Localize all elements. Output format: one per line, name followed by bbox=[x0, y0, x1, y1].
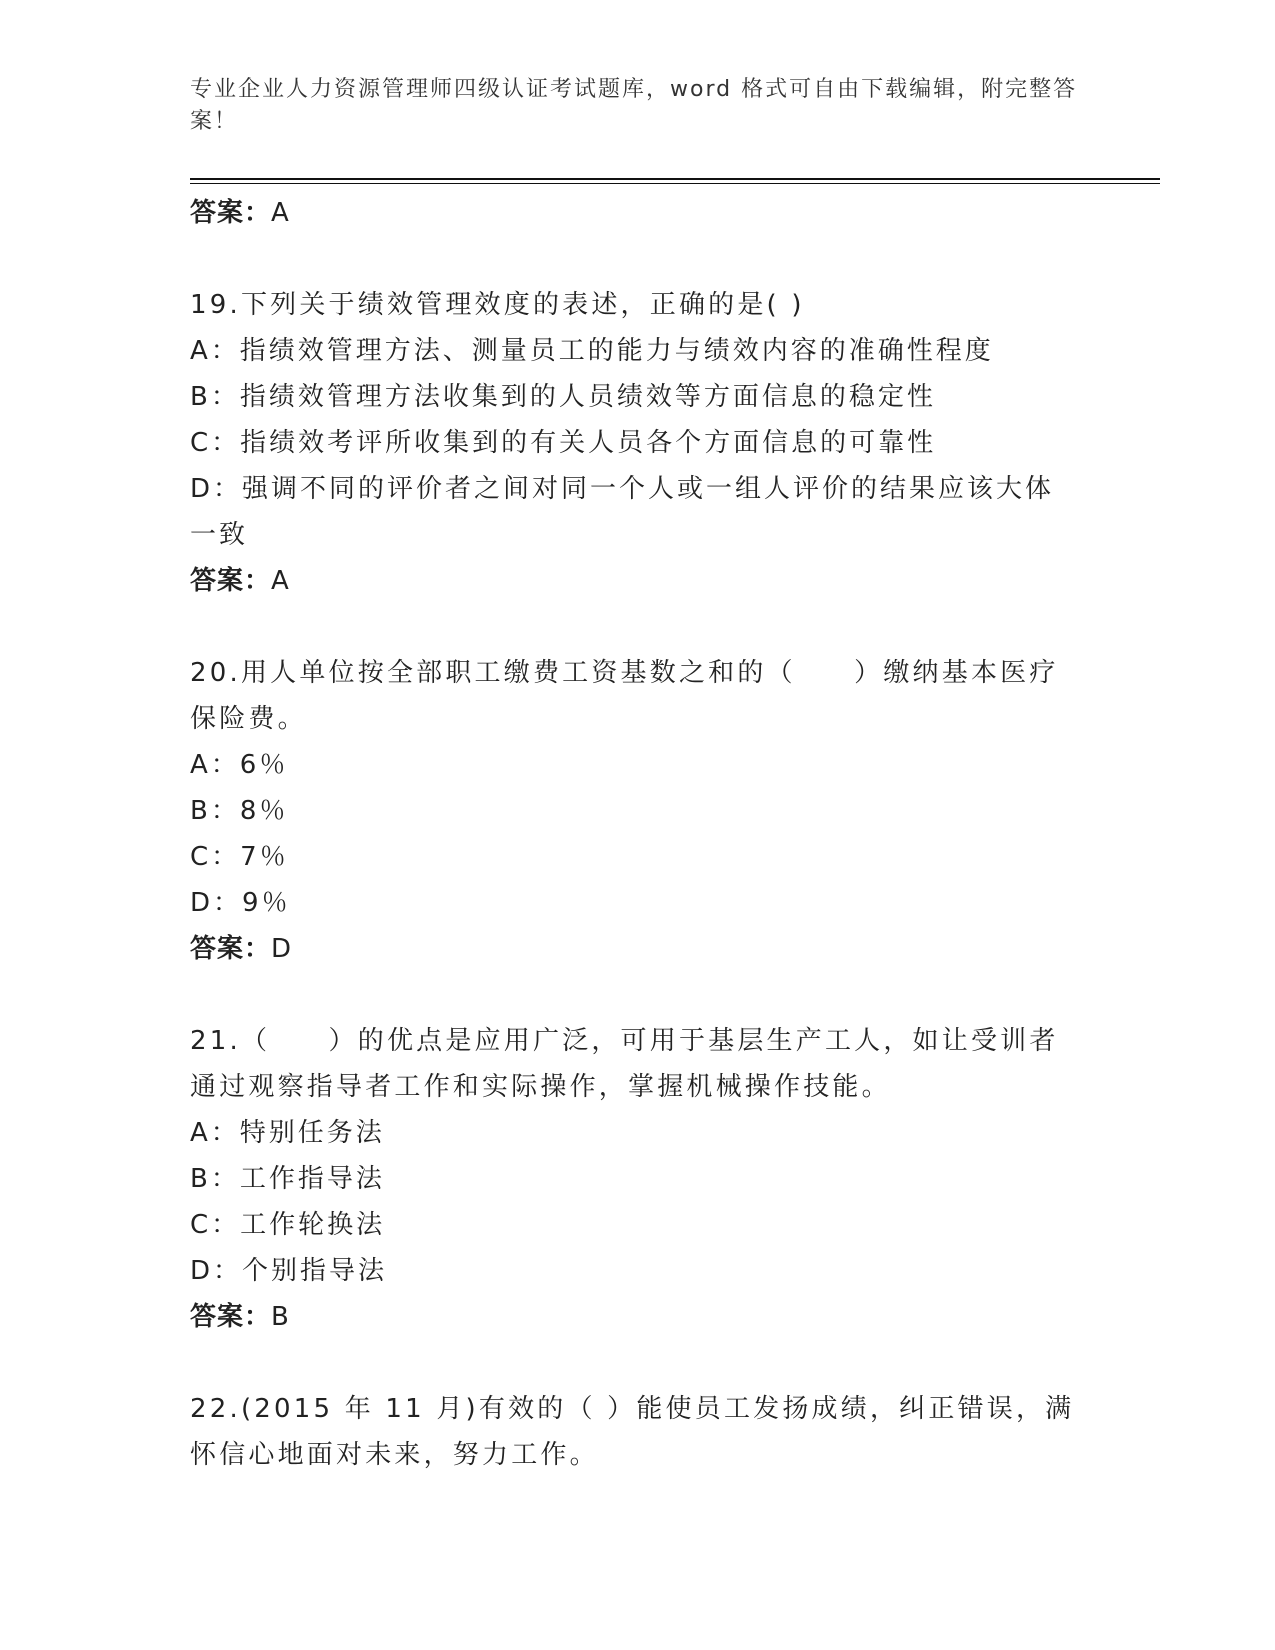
answer-label: 答案： bbox=[190, 1302, 272, 1332]
answer-line bbox=[190, 1294, 1080, 1340]
answer-label: 答案： bbox=[190, 198, 272, 228]
question-text: 21.（ ）的优点是应用广泛，可用于基层生产工人，如让受训者通过观察指导者工作和实际操作，掌握机械操作技能。 bbox=[190, 1026, 1059, 1102]
answer-value: B bbox=[271, 1302, 290, 1332]
header-divider-thin bbox=[190, 183, 1160, 184]
option-b: B：指绩效管理方法收集到的人员绩效等方面信息的稳定性 bbox=[190, 382, 936, 412]
document-header: 专业企业人力资源管理师四级认证考试题库，word 格式可自由下载编辑，附完整答案！ bbox=[190, 77, 1078, 134]
answer-label: 答案： bbox=[190, 566, 272, 596]
question-text: 22.(2015 年 11 月)有效的（ ）能使员工发扬成绩，纠正错误，满怀信心地面对未来，努力工作。 bbox=[190, 1394, 1075, 1470]
spacer bbox=[190, 1340, 1080, 1386]
option-a: A：指绩效管理方法、测量员工的能力与绩效内容的准确性程度 bbox=[190, 336, 994, 366]
option-b: B：工作指导法 bbox=[190, 1164, 385, 1194]
spacer bbox=[190, 972, 1080, 1018]
option-d: D：9％ bbox=[190, 888, 291, 918]
answer-line bbox=[190, 926, 1080, 972]
option-c: C：7％ bbox=[190, 842, 289, 872]
answer-label: 答案： bbox=[190, 934, 272, 964]
question-text: 20.用人单位按全部职工缴费工资基数之和的（ ）缴纳基本医疗保险费。 bbox=[190, 658, 1059, 734]
option-a: A：6％ bbox=[190, 750, 289, 780]
option-c: C：工作轮换法 bbox=[190, 1210, 386, 1240]
option-d: D：个别指导法 bbox=[190, 1256, 388, 1286]
answer-line bbox=[190, 190, 1080, 236]
option-a: A：特别任务法 bbox=[190, 1118, 385, 1148]
document-body bbox=[190, 190, 1080, 1478]
spacer bbox=[190, 236, 1080, 282]
question-text: 19.下列关于绩效管理效度的表述，正确的是( ) bbox=[190, 290, 805, 320]
header-divider-thick bbox=[190, 178, 1160, 180]
answer-value: A bbox=[271, 566, 290, 596]
option-d: D：强调不同的评价者之间对同一个人或一组人评价的结果应该大体一致 bbox=[190, 474, 1055, 550]
spacer bbox=[190, 604, 1080, 650]
option-b: B：8％ bbox=[190, 796, 289, 826]
answer-line bbox=[190, 558, 1080, 604]
answer-value: D bbox=[271, 934, 293, 964]
answer-value: A bbox=[271, 198, 290, 228]
option-c: C：指绩效考评所收集到的有关人员各个方面信息的可靠性 bbox=[190, 428, 937, 458]
